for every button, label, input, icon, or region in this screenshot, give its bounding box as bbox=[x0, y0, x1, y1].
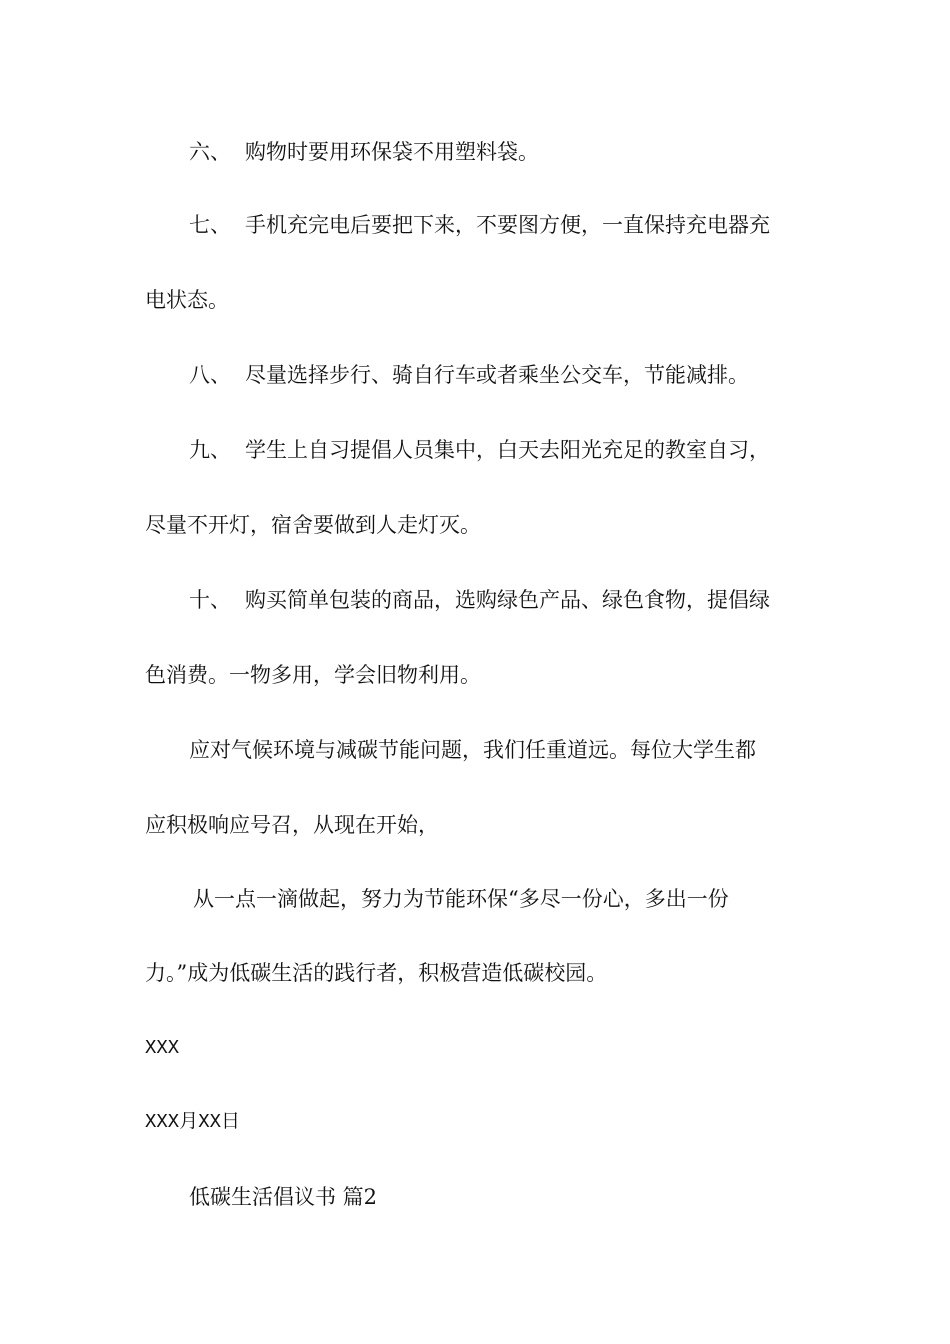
item-number: 十、 bbox=[189, 588, 231, 612]
signature-text: XXX bbox=[145, 1037, 180, 1059]
paragraph-text: 应对气候环境与减碳节能问题，我们任重道远。每位大学生都 bbox=[189, 738, 756, 762]
item-text: 学生上自习提倡人员集中，白天去阳光充足的教室自习， bbox=[245, 438, 770, 462]
item-ten bbox=[189, 585, 815, 615]
date-text: XXX月XX日 bbox=[145, 1111, 241, 1133]
item-number: 九、 bbox=[189, 438, 231, 462]
paragraph-text: 从一点一滴做起，努力为节能环保“多尽一份心，多出一份 bbox=[193, 887, 729, 911]
item-text: 手机充完电后要把下来，不要图方便，一直保持充电器充 bbox=[245, 213, 770, 237]
item-nine-continuation bbox=[145, 510, 815, 540]
paragraph-text: 力。”成为低碳生活的践行者，积极营造低碳校园。 bbox=[145, 961, 608, 985]
item-text: 尽量选择步行、骑自行车或者乘坐公交车，节能减排。 bbox=[245, 363, 749, 387]
heading-text: 低碳生活倡议书 篇2 bbox=[189, 1185, 378, 1209]
item-ten-continuation bbox=[145, 660, 815, 690]
item-nine bbox=[189, 435, 815, 465]
signature-name bbox=[145, 1033, 815, 1063]
item-text: 电状态。 bbox=[145, 288, 229, 312]
closing-paragraph-line-4 bbox=[145, 958, 815, 988]
item-number: 六、 bbox=[189, 140, 231, 164]
item-text: 色消费。一物多用，学会旧物利用。 bbox=[145, 663, 481, 687]
item-seven bbox=[189, 210, 815, 240]
closing-paragraph-line-1 bbox=[189, 735, 815, 765]
item-text: 购物时要用环保袋不用塑料袋。 bbox=[245, 140, 539, 164]
closing-paragraph-line-2 bbox=[145, 810, 815, 840]
signature-date bbox=[145, 1107, 815, 1137]
next-section-heading bbox=[189, 1182, 815, 1212]
item-text: 购买简单包装的商品，选购绿色产品、绿色食物，提倡绿 bbox=[245, 588, 770, 612]
item-eight bbox=[189, 360, 815, 390]
item-seven-continuation bbox=[145, 285, 815, 315]
closing-paragraph-line-3 bbox=[193, 884, 815, 914]
paragraph-text: 应积极响应号召，从现在开始， bbox=[145, 813, 439, 837]
item-six bbox=[189, 137, 815, 167]
item-number: 七、 bbox=[189, 213, 231, 237]
item-text: 尽量不开灯，宿舍要做到人走灯灭。 bbox=[145, 513, 481, 537]
item-number: 八、 bbox=[189, 363, 231, 387]
